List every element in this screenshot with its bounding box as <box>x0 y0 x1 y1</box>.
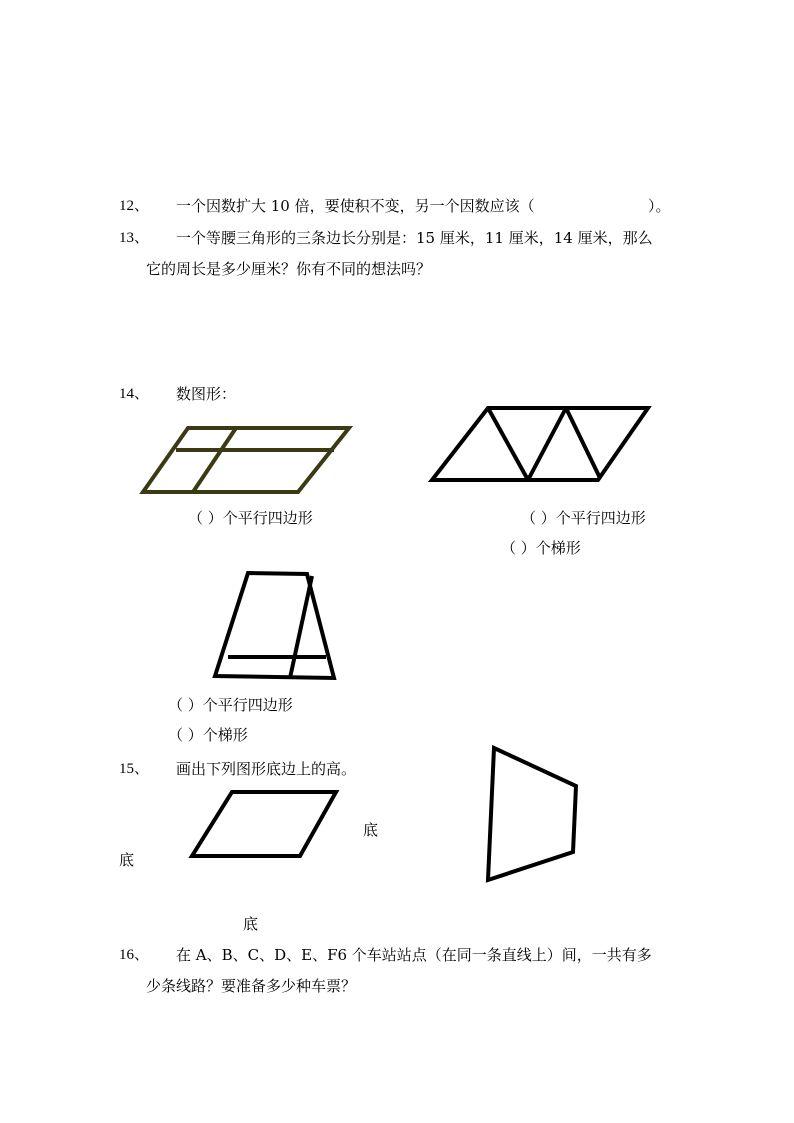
q14-figure-triangle-strip <box>428 404 654 486</box>
q16-line2: 少条线路？要准备多少种车票？ <box>146 977 357 995</box>
q12-close: ）。 <box>648 197 671 215</box>
q15-base-label-bottom: 底 <box>243 915 259 933</box>
q14-fig2-answer-trapezoid: （ ）个梯形 <box>501 539 581 557</box>
q14-fig3-answer-trapezoid: （ ）个梯形 <box>168 726 248 744</box>
q15-number: 15、 <box>119 761 150 777</box>
q16-line1: 在 A、B、C、D、E、F6 个车站站点（在同一条直线上）间，一共有多 <box>176 946 652 964</box>
q15-base-label-left: 底 <box>119 851 135 869</box>
q14-number: 14、 <box>119 386 150 402</box>
q14-title: 数图形： <box>176 385 237 403</box>
q12-number: 12、 <box>119 198 150 214</box>
q13-number: 13、 <box>119 230 150 246</box>
q14-figure-trapezoid <box>210 568 340 684</box>
q14-fig2-answer-parallelogram: （ ）个平行四边形 <box>521 509 646 527</box>
q13-line2: 它的周长是多少厘米？你有不同的想法吗？ <box>146 260 432 278</box>
q14-figure-parallelogram-grid <box>138 422 358 498</box>
q16-number: 16、 <box>119 947 150 963</box>
q14-fig1-answer: （ ）个平行四边形 <box>188 509 313 527</box>
q15-figure-parallelogram <box>186 786 344 862</box>
q13-line1: 一个等腰三角形的三条边长分别是：15 厘米，11 厘米，14 厘米，那么 <box>176 229 653 247</box>
q14-fig3-answer-parallelogram: （ ）个平行四边形 <box>168 696 293 714</box>
q12-text: 一个因数扩大 10 倍，要使积不变，另一个因数应该（ <box>176 197 535 215</box>
q15-figure-quadrilateral <box>482 742 584 886</box>
q15-base-label-right: 底 <box>363 821 379 839</box>
q15-title: 画出下列图形底边上的高。 <box>176 760 357 778</box>
